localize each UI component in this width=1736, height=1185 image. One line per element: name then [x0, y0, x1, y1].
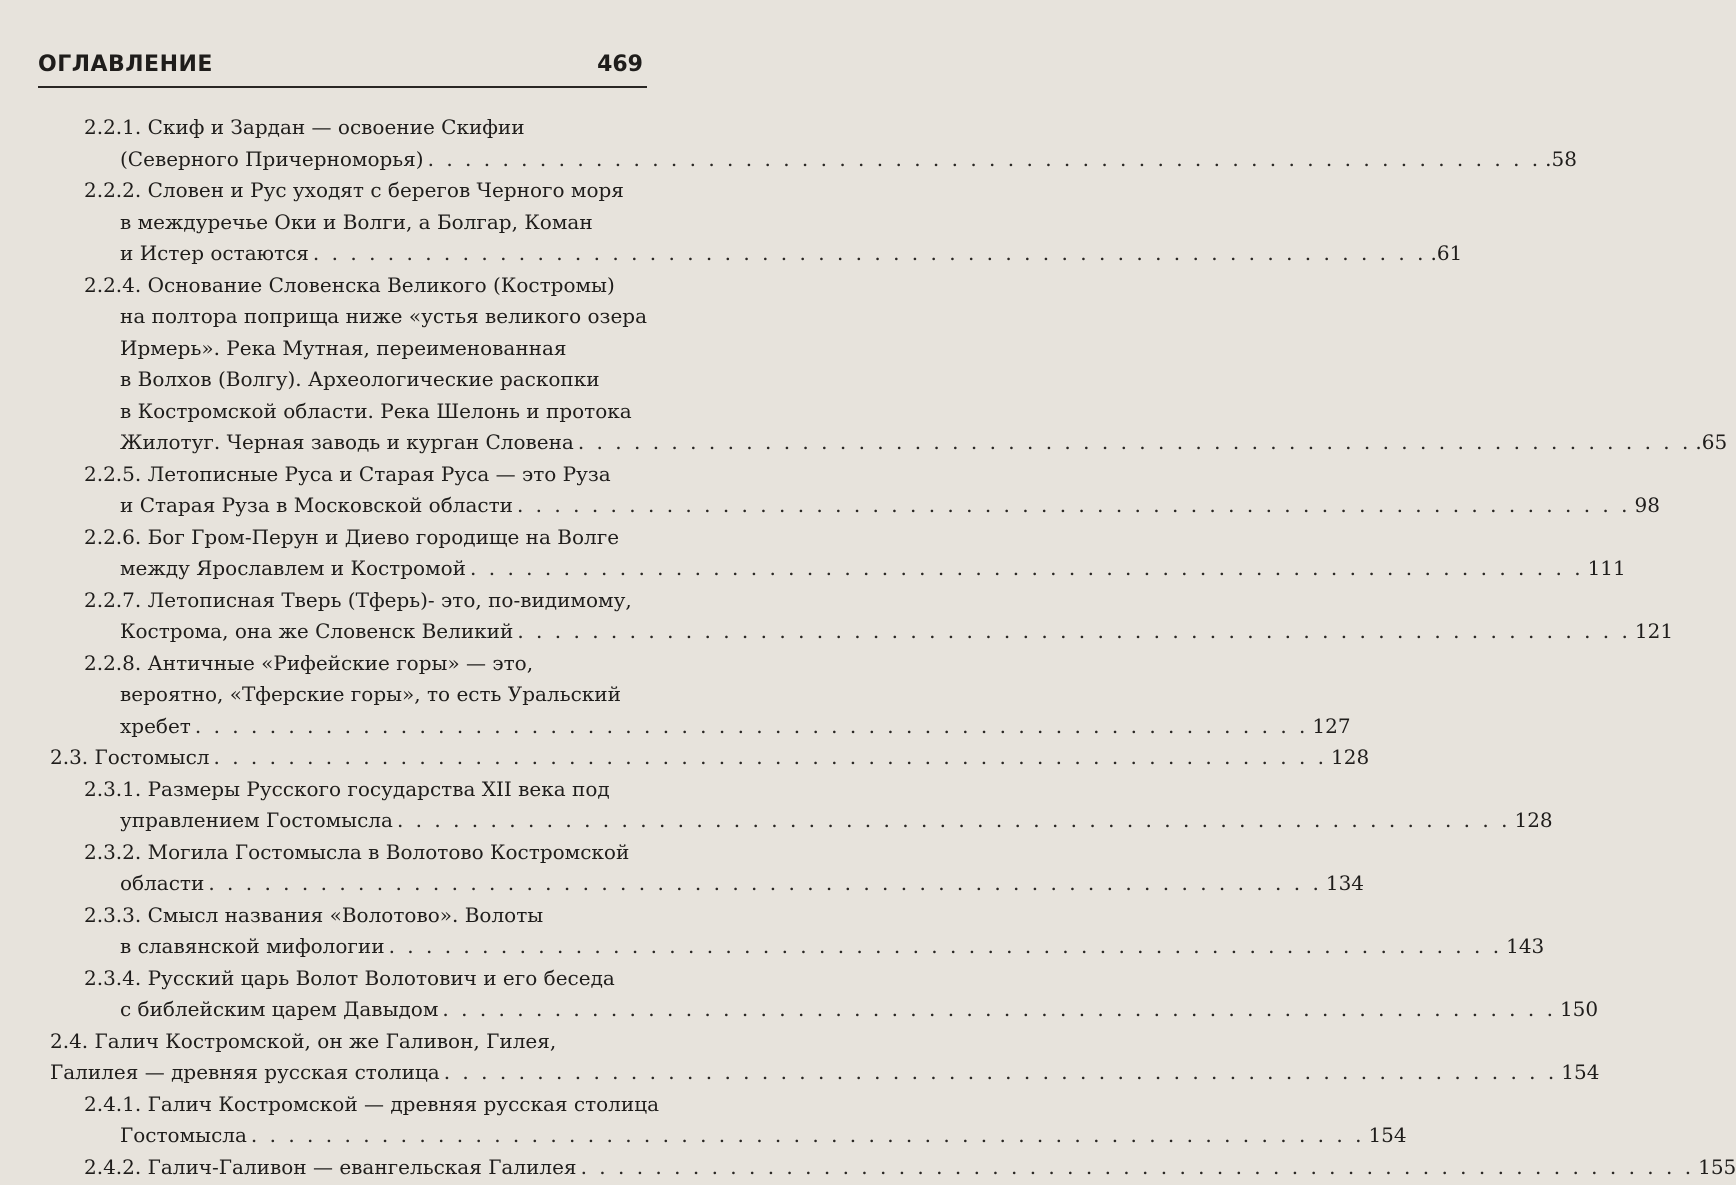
dot-leader: . . . . . . . . . . . . . . . . . . . . . . . . . . . . . . . . . . . . . . . . . . . . . . . . . . . . . . . . . . . . [250, 1123, 1365, 1147]
dot-leader: . . . . . . . . . . . . . . . . . . . . . . . . . . . . . . . . . . . . . . . . . . . . . . . . . . . . . . . . . . . . [208, 871, 1322, 895]
toc-page-number: 154 [1368, 1123, 1407, 1147]
toc-page-number: 111 [1587, 556, 1626, 580]
toc-entry-line: 2.2.2. Словен и Рус уходят с берегов Черного моря [84, 178, 624, 202]
dot-leader: . . . . . . . . . . . . . . . . . . . . . . . . . . . . . . . . . . . . . . . . . . . . . . . . . . . . . . . . . . . . [442, 997, 1556, 1021]
toc-entry-last-line [84, 238, 1463, 270]
toc-entry-text: и Истер остаются [120, 241, 309, 265]
toc-page-number: 150 [1559, 997, 1599, 1021]
dot-leader: . . . . . . . . . . . . . . . . . . . . . . . . . . . . . . . . . . . . . . . . . . . . . . . . . . . . . . . . . . . . [443, 1060, 1558, 1084]
toc-entry [84, 1089, 1407, 1152]
toc-entry-line: 2.4. Галич Костромской, он же Галивон, Гилея, [50, 1028, 557, 1053]
toc-page-number: 121 [1634, 619, 1674, 643]
toc-entry-line: 2.3.4. Русский царь Волот Волотович и его беседа [84, 965, 615, 990]
toc-entry-text: в славянской мифологии [120, 934, 385, 958]
toc-entry-last-line [84, 616, 1674, 648]
dot-leader: . . . . . . . . . . . . . . . . . . . . . . . . . . . . . . . . . . . . . . . . . . . . . . . . . . . . . . . . . . . . [517, 619, 1631, 643]
toc-entry-last-line [84, 994, 1599, 1026]
toc-entry-line: в междуречье Оки и Волги, а Болгар, Коман [120, 209, 593, 234]
toc-entry-line: в Костромской области. Река Шелонь и протока [120, 398, 632, 423]
toc-page-number: 154 [1561, 1060, 1600, 1084]
toc-entry-last-line [84, 427, 1728, 459]
toc-entry-line: Ирмерь». Река Мутная, переименованная [120, 335, 567, 360]
toc-entry-text: 2.4.2. Галич-Галивон — евангельская Галилея [84, 1154, 577, 1179]
dot-leader: . . . . . . . . . . . . . . . . . . . . . . . . . . . . . . . . . . . . . . . . . . . . . . . . . . . . . . . . . . . . [388, 934, 1503, 958]
toc-entry-line: в Волхов (Волгу). Археологические раскопки [120, 367, 600, 391]
toc-entry [84, 522, 1626, 585]
toc-page-number: 155 [1698, 1154, 1736, 1179]
toc-entry [84, 837, 1365, 900]
toc-entry-text: (Северного Причерноморья) [120, 146, 424, 171]
toc-entry-text: 2.3. Гостомысл [50, 745, 210, 769]
toc-page-number: .65 [1695, 430, 1728, 454]
toc-entry [84, 963, 1599, 1026]
dot-leader: . . . . . . . . . . . . . . . . . . . . . . . . . . . . . . . . . . . . . . . . . . . . . . . . . . . . . . . . . . . . [427, 146, 1542, 171]
toc-page-number: 98 [1634, 493, 1660, 517]
toc-entry-text: с библейским царем Давыдом [120, 997, 439, 1021]
table-of-contents [0, 112, 1736, 1183]
toc-page-number: 128 [1331, 745, 1370, 769]
dot-leader: . . . . . . . . . . . . . . . . . . . . . . . . . . . . . . . . . . . . . . . . . . . . . . . . . . . . . . . . . . . . [194, 713, 1309, 738]
dot-leader: . . . . . . . . . . . . . . . . . . . . . . . . . . . . . . . . . . . . . . . . . . . . . . . . . . . . . . . . . . . . [516, 493, 1631, 517]
toc-entry [84, 459, 1660, 522]
toc-entry-last-line [84, 1152, 1736, 1184]
toc-entry-text: и Старая Руза в Московской области [120, 493, 513, 517]
toc-entry-last-line [84, 1120, 1407, 1152]
toc-entry [50, 742, 1370, 774]
toc-page-number: .58 [1545, 146, 1577, 171]
toc-entry-line: 2.3.3. Смысл названия «Волотово». Волоты [84, 902, 544, 927]
toc-entry [84, 1152, 1736, 1184]
dot-leader: . . . . . . . . . . . . . . . . . . . . . . . . . . . . . . . . . . . . . . . . . . . . . . . . . . . . . . . . . . . . [580, 1154, 1695, 1179]
toc-entry-text: области [120, 871, 205, 895]
dot-leader: . . . . . . . . . . . . . . . . . . . . . . . . . . . . . . . . . . . . . . . . . . . . . . . . . . . . . . . . . . . . [213, 745, 1328, 769]
toc-entry [84, 900, 1545, 963]
dot-leader: . . . . . . . . . . . . . . . . . . . . . . . . . . . . . . . . . . . . . . . . . . . . . . . . . . . . . . . . . . . . [312, 241, 1427, 265]
toc-entry-line: вероятно, «Тферские горы», то есть Уральский [120, 682, 621, 706]
running-header [38, 52, 643, 77]
toc-page-number: 134 [1325, 871, 1365, 895]
header-title: ОГЛАВЛЕНИЕ [38, 52, 213, 77]
dot-leader: . . . . . . . . . . . . . . . . . . . . . . . . . . . . . . . . . . . . . . . . . . . . . . . . . . . . . . . . . . . . [470, 556, 1584, 580]
toc-entry-last-line [84, 553, 1626, 585]
header-rule [38, 86, 647, 88]
toc-entry-text: между Ярославлем и Костромой [120, 556, 467, 580]
toc-entry-last-line [50, 742, 1370, 774]
dot-leader: . . . . . . . . . . . . . . . . . . . . . . . . . . . . . . . . . . . . . . . . . . . . . . . . . . . . . . . . . . . . [577, 430, 1692, 454]
toc-entry [84, 270, 1728, 459]
toc-entry-line: 2.2.1. Скиф и Зардан — освоение Скифии [84, 115, 525, 139]
toc-entry [84, 585, 1674, 648]
toc-entry-text: Кострома, она же Словенск Великий [120, 619, 514, 643]
toc-entry-line: 2.2.7. Летописная Тверь (Тферь)- это, по-видимому, [84, 587, 632, 612]
toc-entry-last-line [84, 931, 1545, 963]
toc-entry-last-line [84, 144, 1577, 176]
toc-entry-line: на полтора поприща ниже «устья великого озера [120, 304, 648, 328]
toc-entry-text: Галилея — древняя русская столица [50, 1060, 440, 1084]
toc-entry-text: Жилотуг. Черная заводь и курган Словена [120, 430, 574, 454]
toc-entry-line: 2.3.2. Могила Гостомысла в Волотово Костромской [84, 839, 630, 864]
toc-entry-line: 2.2.5. Летописные Руса и Старая Руса — это Руза [84, 461, 611, 486]
toc-entry-last-line [50, 1057, 1600, 1089]
toc-entry-last-line [84, 805, 1553, 837]
toc-page-number: 143 [1506, 934, 1545, 958]
toc-entry [84, 774, 1553, 837]
toc-entry [84, 648, 1351, 743]
toc-entry [50, 1026, 1600, 1089]
toc-entry-last-line [84, 868, 1365, 900]
toc-entry-line: 2.4.1. Галич Костромской — древняя русская столица [84, 1091, 659, 1116]
toc-page-number: 127 [1312, 713, 1351, 738]
toc-page-number: 128 [1514, 808, 1553, 832]
toc-entry-text: хребет [120, 713, 191, 738]
toc-entry-line: 2.2.4. Основание Словенска Великого (Костромы) [84, 272, 615, 297]
toc-entry-line: 2.2.6. Бог Гром-Перун и Диево городище на Волге [84, 524, 620, 549]
toc-page-number: .61 [1430, 241, 1463, 265]
toc-entry-text: управлением Гостомысла [120, 808, 393, 832]
toc-entry-last-line [84, 711, 1351, 743]
header-page-number: 469 [597, 52, 643, 77]
toc-entry-last-line [84, 490, 1660, 522]
toc-entry-line: 2.3.1. Размеры Русского государства XII века под [84, 776, 610, 801]
toc-entry [84, 112, 1577, 175]
toc-entry [84, 175, 1463, 270]
dot-leader: . . . . . . . . . . . . . . . . . . . . . . . . . . . . . . . . . . . . . . . . . . . . . . . . . . . . . . . . . . . . [396, 808, 1511, 832]
toc-entry-line: 2.2.8. Античные «Рифейские горы» — это, [84, 650, 534, 675]
toc-entry-text: Гостомысла [120, 1123, 247, 1147]
